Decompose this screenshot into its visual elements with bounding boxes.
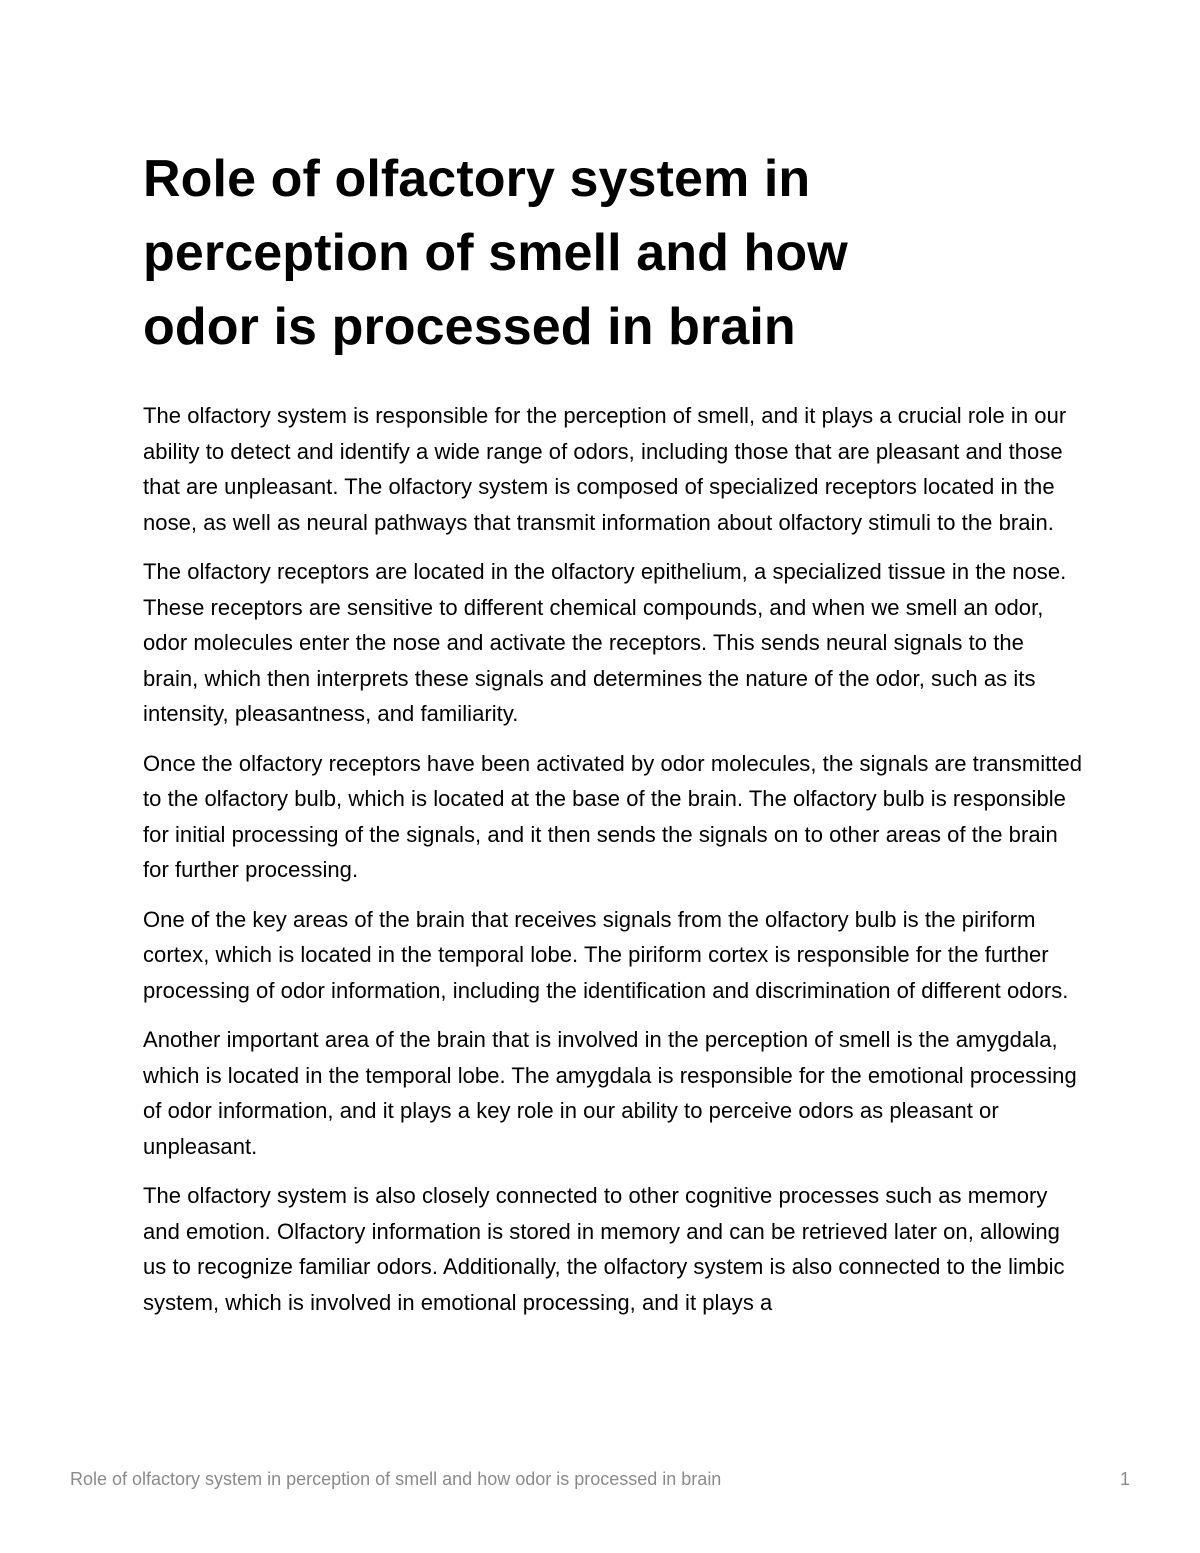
- page-title: Role of olfactory system in perception of smell and how odor is processed in brain: [143, 150, 848, 356]
- paragraph-4: One of the key areas of the brain that receives signals from the olfactory bulb is the piriform cortex, which is located in the temporal lobe. The piriform cortex is responsible for the further processing of odor information, including the identification and discrimination of different odors.: [143, 906, 1069, 1003]
- paragraph-5: Another important area of the brain that is involved in the perception of smell is the amygdala, which is located in the temporal lobe. The amygdala is responsible for the emotional processing of odor information, and it plays a key role in our ability to perceive odors as pleasant or unpleasant.: [143, 1027, 1077, 1159]
- paragraph-1: The olfactory system is responsible for the perception of smell, and it plays a crucial role in our ability to detect and identify a wide range of odors, including those that are pleasant and those that are unpleasant. The olfactory system is composed of specialized receptors located in the nose, as well as neural pathways that transmit information about olfactory stimuli to the brain.: [143, 403, 1067, 535]
- paragraph-2: The olfactory receptors are located in the olfactory epithelium, a specialized tissue in the nose. These receptors are sensitive to different chemical compounds, and when we smell an odor, odor molecules enter the nose and activate the receptors. This sends neural signals to the brain, which then interprets these signals and determines the nature of the odor, such as its intensity, pleasantness, and familiarity.: [143, 559, 1067, 726]
- page-number: 1: [1119, 1468, 1130, 1489]
- page-content: [143, 142, 1083, 1334]
- paragraph-3: Once the olfactory receptors have been activated by odor molecules, the signals are transmitted to the olfactory bulb, which is located at the base of the brain. The olfactory bulb is responsible for initial processing of the signals, and it then sends the signals on to other areas of the brain for further processing.: [143, 750, 1083, 882]
- paragraph-6: The olfactory system is also closely connected to other cognitive processes such as memory and emotion. Olfactory information is stored in memory and can be retrieved later on, allowing us to recognize familiar odors. Additionally, the olfactory system is also connected to the limbic system, which is involved in emotional processing, and it plays a: [143, 1183, 1065, 1315]
- page-footer: [70, 1464, 1130, 1494]
- footer-title: Role of olfactory system in perception of smell and how odor is processed in brain: [70, 1468, 722, 1489]
